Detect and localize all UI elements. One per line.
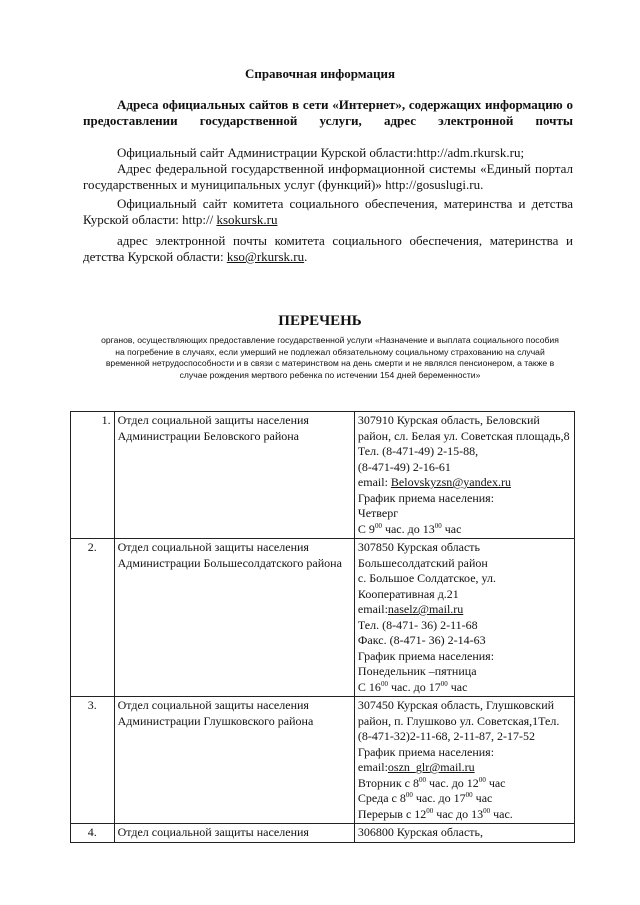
list-subtitle: органов, осуществляющих предоставление государственной услуги «Назначение и выплата социального пособия на погребение в случаях, если умерший не подлежал обязательному социальному страхованию на случай временной нетрудоспособности и в связи с материнством на день смерти и не являлся пенсионером, а также в случае рождения мертвого ребенка по истечении 154 дней беременности» xyxy=(101,335,559,380)
address: с. Большое Солдатское, ул. Кооперативная д.21 xyxy=(357,571,496,601)
email-line: email:naselz@mail.ru xyxy=(357,602,464,616)
organization-name: Отдел социальной защиты населения xyxy=(114,824,354,843)
email-link[interactable]: naselz@mail.ru xyxy=(387,602,464,616)
address: 307850 Курская область Большесолдатский район xyxy=(357,540,488,570)
committee-site-line: Официальный сайт комитета социального обеспечения, материнства и детства Курской области: http:// ksokursk.ru xyxy=(83,196,573,227)
info-paragraphs xyxy=(83,145,573,265)
email-line: email:oszn_glr@mail.ru xyxy=(357,760,475,774)
admin-site-link[interactable]: http://adm.rkursk.ru; xyxy=(416,145,525,160)
committee-email-link[interactable]: kso@rkursk.ru xyxy=(226,249,305,264)
websites-subheading: Адреса официальных сайтов в сети «Интернет», содержащих информацию о предоставлении государственной услуги, адрес электронной почты xyxy=(83,97,573,128)
row-number: 3. xyxy=(71,697,115,824)
email-link[interactable]: Belovskyzsn@yandex.ru xyxy=(390,475,511,489)
row-number: 4. xyxy=(71,824,115,843)
organization-contacts xyxy=(354,539,574,697)
schedule-time: Среда с $8^{00}$ час. до $17^{00}$ час xyxy=(357,791,493,805)
committee-email-line: адрес электронной почты комитета социального обеспечения, материнства и детства Курской области: kso@rkursk.ru. xyxy=(83,233,573,264)
phone: Тел. (8-471- 36) 2-11-68 xyxy=(357,617,478,632)
phone: (8-471-49) 2-16-61 xyxy=(357,459,451,474)
email-link[interactable]: oszn_glr@mail.ru xyxy=(387,760,475,774)
address: 306800 Курская область, xyxy=(357,825,484,839)
organization-contacts xyxy=(354,412,574,539)
row-number: 2. xyxy=(71,539,115,697)
schedule-title: График приема населения: xyxy=(357,490,495,505)
organization-contacts xyxy=(354,697,574,824)
email-line: email: Belovskyzsn@yandex.ru xyxy=(357,475,511,489)
schedule-title: График приема населения: xyxy=(357,648,495,663)
table-row xyxy=(71,412,575,539)
committee-site-link[interactable]: ksokursk.ru xyxy=(216,212,278,227)
address: 307910 Курская область, Беловский район, сл. Белая ул. Советская площадь,8 xyxy=(357,413,570,443)
list-heading: ПЕРЕЧЕНЬ xyxy=(278,313,362,329)
schedule-time: Вторник с $8^{00}$ час. до $12^{00}$ час xyxy=(357,775,506,790)
row-number: 1. xyxy=(71,412,115,539)
organization-contacts xyxy=(354,824,574,843)
table-row xyxy=(71,697,575,824)
organization-name: Отдел социальной защиты населения Администрации Глушковского района xyxy=(114,697,354,824)
organization-name: Отдел социальной защиты населения Администрации Беловского района xyxy=(114,412,354,539)
table-row xyxy=(71,539,575,697)
schedule-break: Перерыв с $12^{00}$ час до $13^{00}$ час. xyxy=(357,806,513,821)
fax: Факс. (8-471- 36) 2-14-63 xyxy=(357,633,486,647)
portal-line: Адрес федеральной государственной информационной системы «Единый портал государственных и муниципальных услуг (функций)» http://gosuslugi.ru. xyxy=(83,161,573,192)
address: 307450 Курская область, Глушковский район, п. Глушково ул. Советская,1Тел. (8-471-32)2-11-68, 2-11-87, 2-17-52 xyxy=(357,698,560,743)
admin-site-line: Официальный сайт Администрации Курской области:http://adm.rkursk.ru; xyxy=(117,145,525,160)
schedule-day: Четверг xyxy=(357,506,399,520)
schedule-day: Понедельник –пятница xyxy=(357,664,477,678)
table-row xyxy=(71,824,575,843)
organizations-table xyxy=(70,411,575,843)
schedule-title: График приема населения: xyxy=(357,744,495,759)
schedule-time: С $9^{00}$ час. до $13^{00}$ час xyxy=(357,521,462,536)
organization-name: Отдел социальной защиты населения Администрации Большесолдатского района xyxy=(114,539,354,697)
phone: Тел. (8-471-49) 2-15-88, xyxy=(357,444,479,458)
page-title: Справочная информация xyxy=(244,66,396,81)
schedule-time: С $16^{00}$ час. до $17^{00}$ час xyxy=(357,679,468,694)
